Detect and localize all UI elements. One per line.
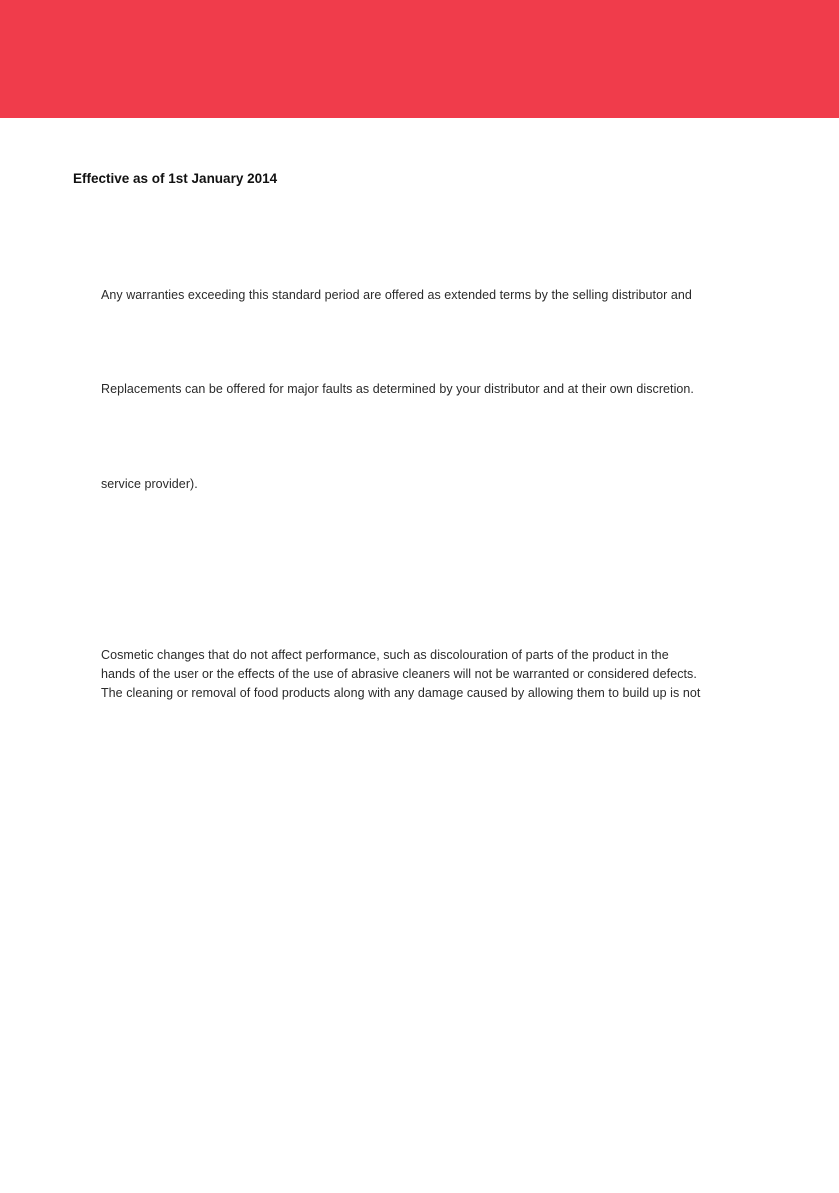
cosmetic-line-3: The cleaning or removal of food products along with any damage caused by allowing them to build up is not	[101, 686, 701, 700]
extended-terms-line: Any warranties exceeding this standard period are offered as extended terms by the selling distributor and	[101, 288, 692, 302]
service-provider-line: service provider).	[101, 477, 198, 491]
cosmetic-line-1: Cosmetic changes that do not affect performance, such as discolouration of parts of the product in the	[101, 648, 669, 662]
header-band	[0, 0, 839, 118]
cosmetic-line-2: hands of the user or the effects of the use of abrasive cleaners will not be warranted or considered defects.	[101, 667, 697, 681]
effective-date-heading: Effective as of 1st January 2014	[73, 171, 278, 186]
replacements-line: Replacements can be offered for major faults as determined by your distributor and at their own discretion.	[101, 382, 694, 396]
